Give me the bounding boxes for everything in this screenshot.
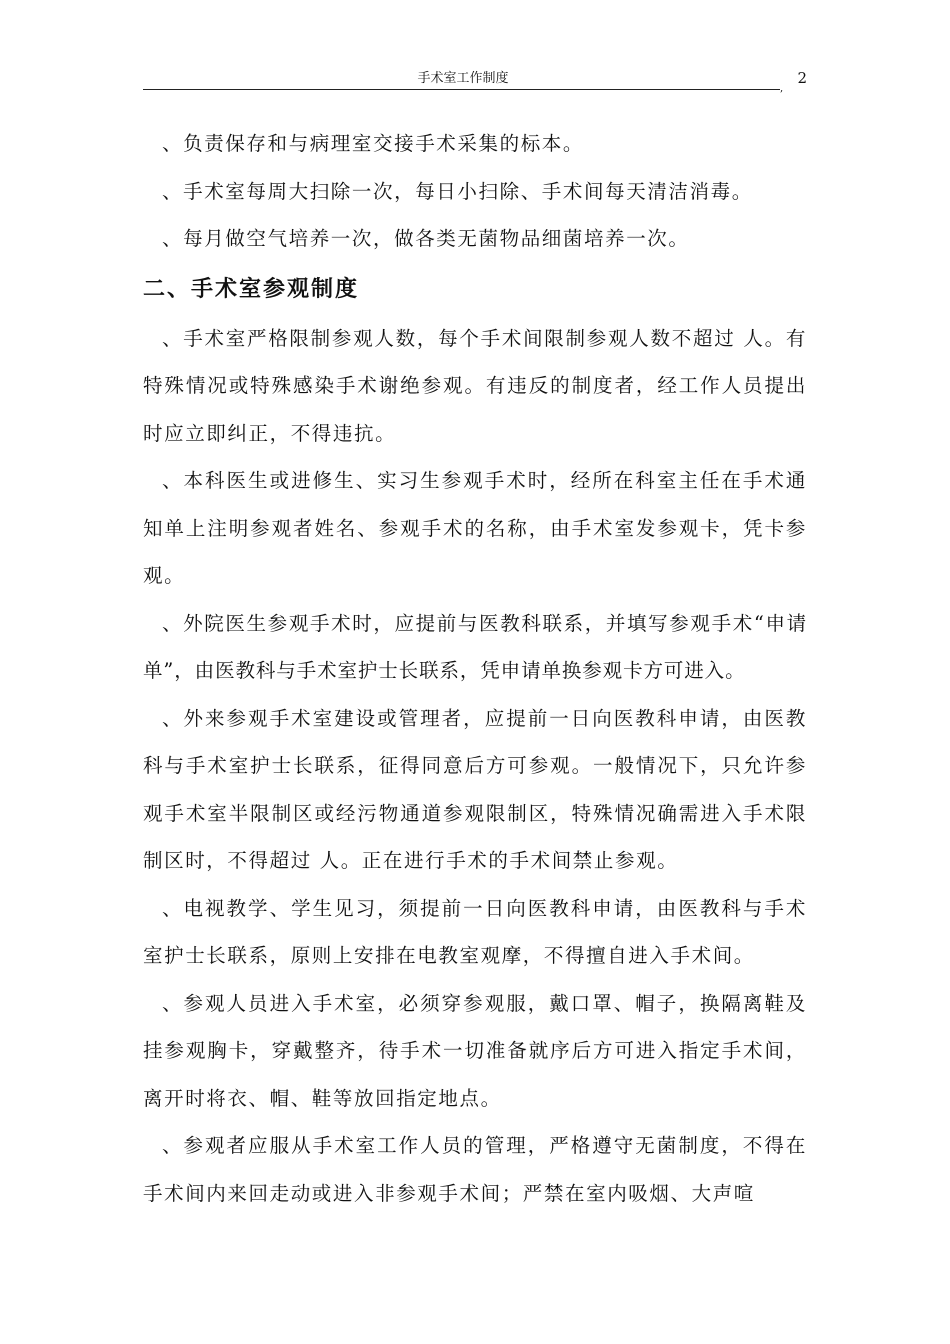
paragraph: 、外院医生参观手术时，应提前与医教科联系，并填写参观手术“申请单”，由医教科与手术室护士长联系，凭申请单换参观卡方可进入。 <box>143 611 807 682</box>
header-mark: , <box>780 83 784 94</box>
paragraph: 、电视教学、学生见习，须提前一日向医教科申请，由医教科与手术室护士长联系，原则上安排在电教室观摩，不得擅自进入手术间。 <box>143 896 807 967</box>
page-header <box>143 70 807 90</box>
header-title: 手术室工作制度 <box>417 71 509 86</box>
paragraph: 、负责保存和与病理室交接手术采集的标本。 <box>162 132 585 155</box>
paragraph: 、外来参观手术室建设或管理者，应提前一日向医教科申请，由医教科与手术室护士长联系，征得同意后方可参观。一般情况下，只允许参观手术室半限制区或经污物通道参观限制区，特殊情况确需进入手术限制区时，不得超过 人。正在进行手术的手术间禁止参观。 <box>143 706 807 872</box>
document-body <box>143 120 807 1217</box>
paragraph: 、参观者应服从手术室工作人员的管理，严格遵守无菌制度，不得在手术间内来回走动或进入非参观手术间；严禁在室内吸烟、大声喧 <box>143 1134 807 1205</box>
header-rule <box>143 89 780 90</box>
paragraph: 、每月做空气培养一次，做各类无菌物品细菌培养一次。 <box>162 227 690 250</box>
page-number: 2 <box>797 69 807 87</box>
paragraph: 、本科医生或进修生、实习生参观手术时，经所在科室主任在手术通知单上注明参观者姓名、参观手术的名称，由手术室发参观卡，凭卡参观。 <box>143 469 807 587</box>
paragraph: 、参观人员进入手术室，必须穿参观服，戴口罩、帽子，换隔离鞋及挂参观胸卡，穿戴整齐，待手术一切准备就序后方可进入指定手术间，离开时将衣、帽、鞋等放回指定地点。 <box>143 991 807 1110</box>
paragraph: 、手术室每周大扫除一次，每日小扫除、手术间每天清洁消毒。 <box>162 179 753 203</box>
paragraph: 、手术室严格限制参观人数，每个手术间限制参观人数不超过 人。有特殊情况或特殊感染手术谢绝参观。有违反的制度者，经工作人员提出时应立即纠正，不得违抗。 <box>143 326 807 445</box>
section-heading: 二、手术室参观制度 <box>143 275 360 302</box>
